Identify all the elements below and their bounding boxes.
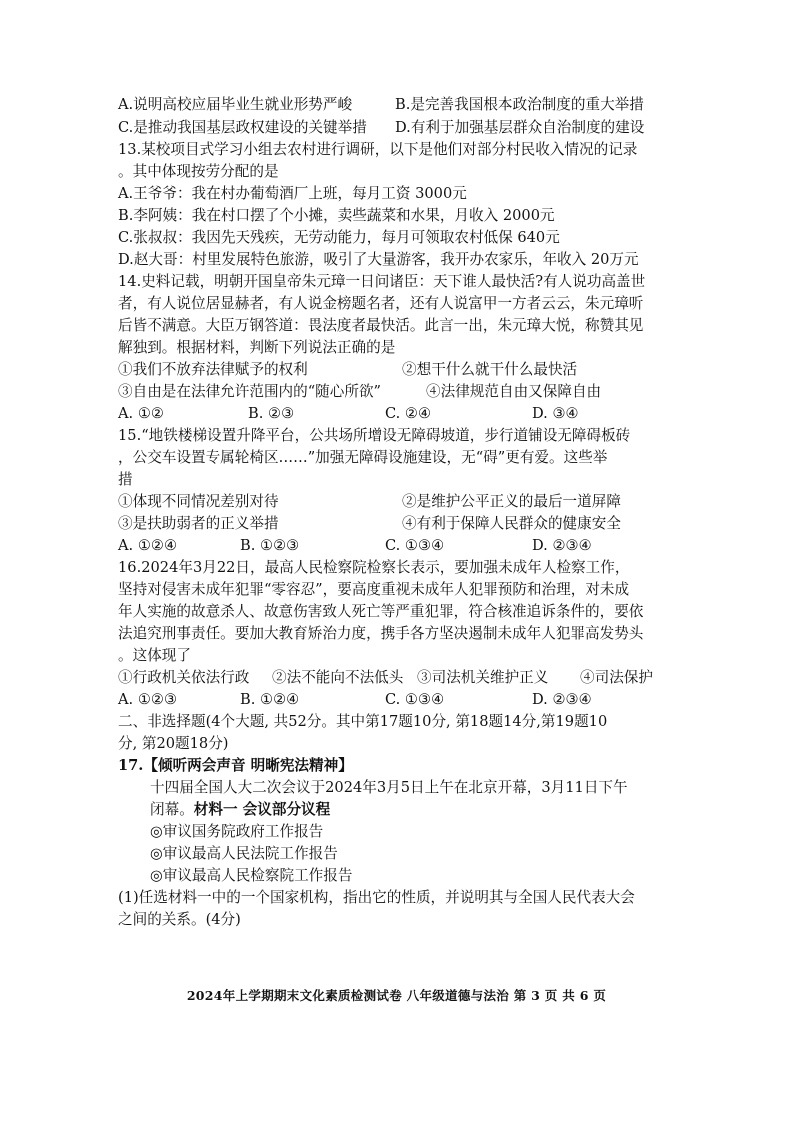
page-footer: 2024年上学期期末文化素质检测试卷 八年级道德与法治 第 3 页 共 6 页: [186, 988, 607, 1003]
q15-stem-line1: 15.“地铁楼梯设置升降平台，公共场所增设无障碍坡道，步行道铺设无障碍板砖: [118, 427, 631, 444]
q14-stem-line4: 解独到。根据材料，判断下列说法正确的是: [118, 339, 396, 356]
q14-option-c: C. ②④: [385, 405, 432, 422]
q17-paragraph-line1: 十四届全国人大二次会议于2024年3月5日上午在北京开幕，3月11日下午: [150, 779, 628, 796]
agenda-item-2: ◎审议最高人民法院工作报告: [150, 845, 338, 862]
q14-option-b: B. ②③: [248, 405, 295, 422]
q15-statement-4: ④有利于保障人民群众的健康安全: [402, 515, 621, 532]
q13-option-b: B.李阿姨：我在村口摆了个小摊，卖些蔬菜和水果，月收入 2000元: [118, 207, 555, 224]
q15-statement-1: ①体现不同情况差别对待: [118, 493, 279, 510]
q15-option-a: A. ①②④: [118, 537, 178, 554]
q13-stem-line2: 。其中体现按劳分配的是: [118, 163, 279, 180]
q12-option-c: C.是推动我国基层政权建设的关键举措: [118, 119, 367, 136]
q14-statement-3: ③自由是在法律允许范围内的“随心所欲”: [118, 383, 382, 400]
section2-heading-line2: 分, 第20题18分): [118, 735, 229, 752]
material-one-heading: 材料一 会议部分议程: [193, 801, 331, 818]
q14-stem-line2: 者，有人说位居显赫者，有人说金榜题名者，还有人说富甲一方者云云，朱元璋听: [118, 295, 644, 312]
q15-statement-2: ②是维护公平正义的最后一道屏障: [402, 493, 621, 510]
q12-option-b: B.是完善我国根本政治制度的重大举措: [395, 96, 644, 113]
q15-statement-3: ③是扶助弱者的正义举措: [118, 515, 279, 532]
q15-option-d: D. ②③④: [532, 537, 592, 554]
agenda-item-3: ◎审议最高人民检察院工作报告: [150, 867, 353, 884]
q13-stem-line1: 13.某校项目式学习小组去农村进行调研，以下是他们对部分村民收入情况的记录: [118, 141, 638, 158]
q15-stem-line3: 措: [118, 471, 133, 488]
q16-statement-3: ③司法机关维护正义: [417, 669, 549, 686]
q16-stem-line4: 法追究刑事责任。要加大教育矫治力度，携手各方坚决遏制未成年人犯罪高发势头: [118, 625, 644, 642]
q13-option-d: D.赵大哥：村里发展特色旅游，吸引了大量游客，我开办农家乐，年收入 20万元: [118, 251, 639, 268]
q16-stem-line5: 。这体现了: [118, 647, 191, 664]
q12-option-d: D.有利于加强基层群众自治制度的建设: [395, 119, 645, 136]
q12-option-a: A.说明高校应届毕业生就业形势严峻: [118, 96, 353, 113]
q15-option-c: C. ①③④: [385, 537, 445, 554]
q17-paragraph-line2: [150, 799, 330, 821]
q14-option-a: A. ①②: [118, 405, 164, 422]
q17-sub1-line2: 之间的关系。(4分): [118, 911, 241, 928]
q16-statement-4: ④司法保护: [580, 669, 653, 686]
q16-stem-line2: 坚持对侵害未成年犯罪“零容忍”，要高度重视未成年人犯罪预防和治理，对未成: [118, 581, 630, 598]
q14-stem-line3: 后皆不满意。大臣万钢答道：畏法度者最快活。此言一出，朱元璋大悦，称赞其见: [118, 317, 644, 334]
q16-statement-2: ②法不能向不法低头: [272, 669, 404, 686]
q14-option-d: D. ③④: [532, 405, 579, 422]
q14-stem-line1: 14.史料记载，明朝开国皇帝朱元璋一日问诸臣：天下谁人最快活?有人说功高盖世: [118, 273, 646, 290]
q17-sub1-line1: (1)任选材料一中的一个国家机构，指出它的性质，并说明其与全国人民代表大会: [118, 889, 635, 906]
q13-option-c: C.张叔叔：我因先天残疾，无劳动能力，每月可领取农村低保 640元: [118, 229, 560, 246]
agenda-item-1: ◎审议国务院政府工作报告: [150, 823, 324, 840]
q15-option-b: B. ①②③: [240, 537, 300, 554]
q14-statement-2: ②想干什么就干什么最快活: [402, 361, 578, 378]
q13-option-a: A.王爷爷：我在村办葡萄酒厂上班，每月工资 3000元: [118, 185, 467, 202]
q15-stem-line2: ，公交车设置专属轮椅区……”加强无障碍设施建设，无“碍”更有爱。这些举: [118, 449, 608, 466]
q14-statement-1: ①我们不放弃法律赋予的权利: [118, 361, 308, 378]
q16-stem-line1: 16.2024年3月22日，最高人民检察院检察长表示，要加强未成年人检察工作，: [118, 559, 630, 576]
q16-statement-1: ①行政机关依法行政: [118, 669, 250, 686]
q17-paragraph-text: 闭幕。: [150, 801, 194, 818]
section2-heading-line1: 二、非选择题(4个大题, 共52分。其中第17题10分, 第18题14分,第19题10: [118, 713, 608, 730]
q17-title: 17.【倾听两会声音 明晰宪法精神】: [118, 757, 353, 774]
q16-option-d: D. ②③④: [532, 691, 592, 708]
q14-statement-4: ④法律规范自由又保障自由: [426, 383, 602, 400]
q16-option-c: C. ①③④: [385, 691, 445, 708]
q16-option-a: A. ①②③: [118, 691, 178, 708]
q16-stem-line3: 年人实施的故意杀人、故意伤害致人死亡等严重犯罪，符合核准追诉条件的，要依: [118, 603, 644, 620]
q16-option-b: B. ①②④: [240, 691, 300, 708]
